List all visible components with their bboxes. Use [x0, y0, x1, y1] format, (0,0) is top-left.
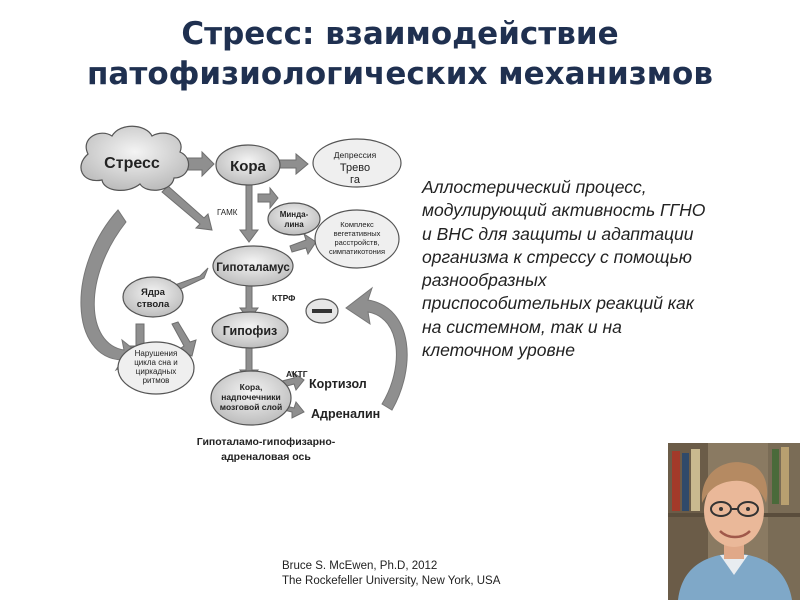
inhibition-sign — [306, 299, 338, 323]
hypothalamus-node — [213, 246, 293, 286]
brainstem-label-1: Ядра — [141, 287, 165, 298]
adrenaline-label: Адреналин — [311, 407, 381, 421]
adrenal-label-3: мозговой слой — [219, 402, 283, 412]
pituitary-label: Гипофиз — [222, 324, 278, 338]
brainstem-node — [123, 277, 183, 317]
disorders-label-4: ритмов — [142, 376, 170, 385]
author-credit — [282, 559, 500, 589]
stress-label: Стресс — [104, 155, 160, 172]
disorders-label-3: циркадных — [135, 367, 177, 376]
title-line-2: патофизиологических механизмов — [87, 56, 713, 92]
description-line: организма к стрессу с помощью — [422, 246, 692, 267]
pituitary-node — [212, 312, 288, 348]
sleep-disorders-node — [118, 342, 194, 394]
amygdala-label-1: Минда- — [279, 210, 309, 219]
cortex-node — [216, 145, 280, 185]
description-line: разнообразных — [422, 270, 547, 291]
axis-caption-1: Гипоталамо-гипофизарно- — [196, 436, 336, 448]
stress-cloud — [81, 126, 189, 190]
complex-label-3: расстройств, — [334, 238, 380, 247]
cortisol-label: Кортизол — [309, 377, 367, 391]
disorders-label-2: цикла сна и — [134, 358, 178, 367]
hypothalamus-label: Гипоталамус — [216, 262, 290, 274]
description-line: и ВНС для защиты и адаптации — [422, 223, 694, 244]
axis-caption-2: адреналовая ось — [221, 451, 311, 463]
disorders-label-1: Нарушения — [134, 349, 178, 358]
amygdala-node — [268, 203, 320, 235]
stress-mechanisms-diagram — [60, 118, 415, 470]
adrenal-node — [211, 371, 291, 425]
brainstem-label-2: ствола — [136, 299, 170, 310]
depression-anxiety-node — [313, 139, 401, 187]
vegetative-complex-node — [315, 210, 399, 268]
anxiety-label-1: Трево — [339, 162, 371, 174]
description-line: на системном, так и на — [422, 316, 622, 337]
krf-label: КТРФ — [272, 293, 296, 303]
description-line: Аллостерический процесс, — [422, 177, 647, 197]
description-line: модулирующий активность ГГНО — [422, 200, 706, 221]
adrenal-label-1: Кора, — [239, 382, 263, 392]
right-curved-arrow — [346, 288, 407, 410]
description-line: клеточном уровне — [422, 340, 575, 361]
credit-line-1: Bruce S. McEwen, Ph.D, 2012 — [282, 560, 438, 572]
description-line: приспособительных реакций как — [422, 293, 695, 314]
complex-label-1: Комплекс — [340, 220, 374, 229]
page-title — [0, 14, 800, 94]
gaba-label: ГАМК — [217, 208, 238, 217]
complex-label-4: симпатикотония — [328, 247, 386, 256]
description-text — [422, 176, 794, 362]
title-line-1: Стресс: взаимодействие — [181, 16, 619, 52]
adrenal-label-2: надпочечники — [221, 392, 281, 402]
cortex-label: Кора — [230, 158, 266, 175]
author-portrait-photo — [668, 443, 800, 600]
anxiety-label-2: га — [350, 174, 360, 186]
amygdala-label-2: лина — [284, 220, 304, 229]
complex-label-2: вегетативных — [333, 229, 381, 238]
depression-label: Депрессия — [333, 150, 377, 160]
credit-line-2: The Rockefeller University, New York, USA — [282, 575, 501, 587]
acth-label: АКТГ — [286, 369, 308, 379]
